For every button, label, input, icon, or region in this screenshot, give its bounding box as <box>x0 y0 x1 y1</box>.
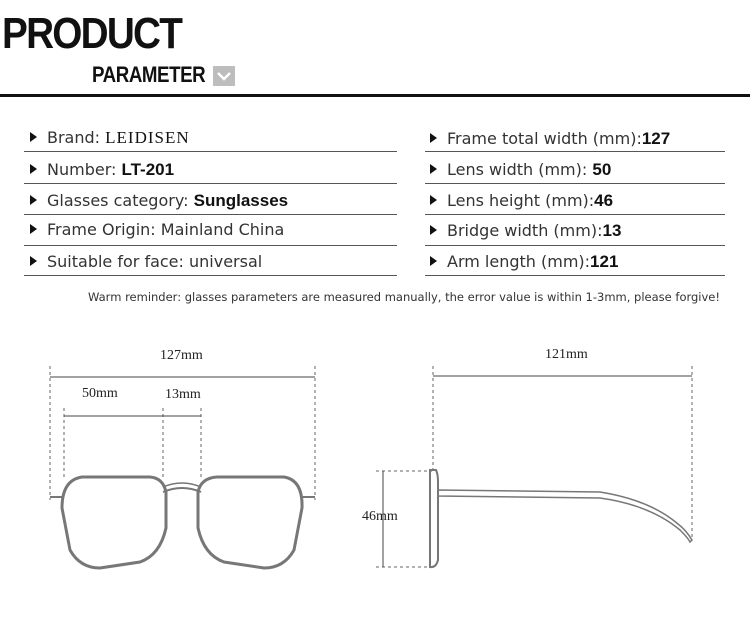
warm-reminder: Warm reminder: glasses parameters are measured manually, the error value is within 1-3mm, please forgive! <box>88 290 720 304</box>
param-label: Arm length (mm): <box>447 252 591 271</box>
bridge <box>163 488 201 492</box>
param-value: universal <box>189 252 263 271</box>
page-title: PRODUCT <box>2 9 182 58</box>
param-value: Mainland China <box>160 220 285 239</box>
left-lens <box>62 477 166 568</box>
param-value: 121 <box>590 252 619 271</box>
param-value: Sunglasses <box>193 191 289 210</box>
param-label: Frame Origin: <box>47 220 156 239</box>
param-label: Glasses category: <box>47 191 189 210</box>
param-value: 50 <box>592 160 612 179</box>
dimension-label-total-width: 127mm <box>160 348 203 363</box>
param-label: Lens width (mm): <box>447 160 588 179</box>
dimension-label-arm-length: 121mm <box>545 347 588 362</box>
right-lens <box>198 477 302 568</box>
param-label: Bridge width (mm): <box>447 221 603 240</box>
param-label: Suitable for face: <box>47 252 184 271</box>
param-label: Frame total width (mm): <box>447 129 642 148</box>
param-value: 13 <box>602 221 622 240</box>
param-label: Brand: <box>47 128 101 147</box>
param-value: LT-201 <box>121 160 175 179</box>
param-label: Number: <box>47 160 117 179</box>
param-value: LEIDISEN <box>105 128 190 147</box>
temple-arm <box>438 490 692 542</box>
param-value: 46 <box>594 191 614 210</box>
dimension-label-bridge-width: 13mm <box>165 387 201 402</box>
dimension-label-lens-height: 46mm <box>362 509 398 524</box>
bridge-top <box>163 483 201 487</box>
page-subtitle: PARAMETER <box>92 62 206 87</box>
param-label: Lens height (mm): <box>447 191 595 210</box>
dimension-label-lens-width: 50mm <box>82 386 118 401</box>
side-frame-front <box>430 470 438 567</box>
param-value: 127 <box>641 129 671 148</box>
